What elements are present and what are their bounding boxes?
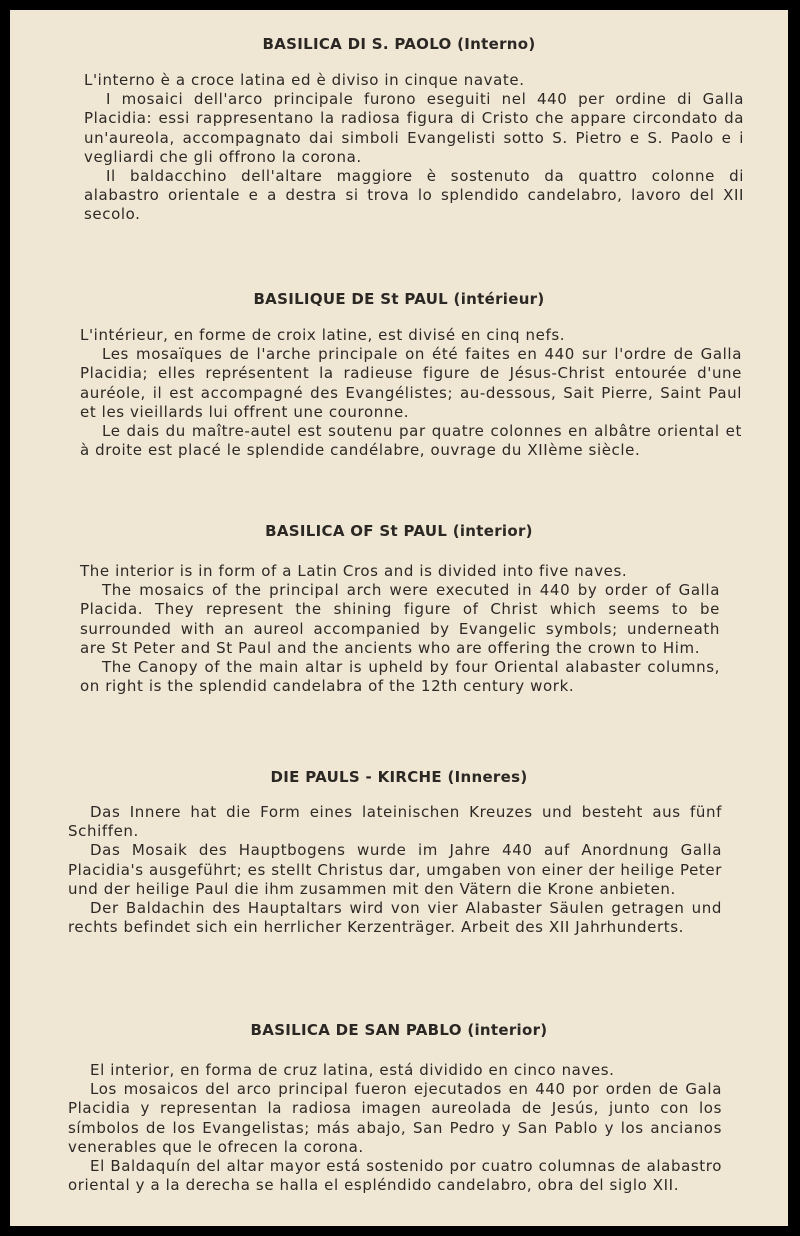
paragraph: Der Baldachin des Hauptaltars wird von vier Alabaster Säulen getragen und rechts befindet sich ein herrlicher Kerzenträger. Arbeit des XII Jahrhunderts. bbox=[68, 899, 722, 937]
section-body-english bbox=[80, 562, 720, 696]
section-italian bbox=[10, 35, 788, 225]
paragraph: Das Mosaik des Hauptbogens wurde im Jahre 440 auf Anordnung Galla Placidia's ausgeführt; es stellt Christus dar, umgaben von einer der heilige Peter und der heilige Paul die ihm zusammen mit den Vätern die Krone anbieten. bbox=[68, 841, 722, 898]
section-title-spanish: BASILICA DE SAN PABLO (interior) bbox=[250, 1021, 548, 1039]
paragraph: Los mosaicos del arco principal fueron ejecutados en 440 por orden de Gala Placidia y representan la radiosa imagen aureolada de Jesús, junto con los símbolos de los Evangelistas; más abajo, San Pedro y San Pablo y los ancianos venerables que le ofrecen la corona. bbox=[68, 1080, 722, 1156]
paragraph: I mosaici dell'arco principale furono eseguiti nel 440 per ordine di Galla Placidia: essi rappresentano la radiosa figura di Cristo che appare circondato da un'aureola, accompagnato dai simboli Evangelisti sotto S. Pietro e S. Paolo e i vegliardi che gli offrono la corona. bbox=[84, 90, 744, 166]
section-german bbox=[10, 768, 788, 937]
section-french bbox=[10, 290, 788, 460]
paragraph: El Baldaquín del altar mayor está sostenido por cuatro columnas de alabastro oriental y a la derecha se halla el espléndido candelabro, obra del siglo XII. bbox=[68, 1157, 722, 1195]
section-english bbox=[10, 522, 788, 696]
section-title-english: BASILICA OF St PAUL (interior) bbox=[265, 522, 533, 540]
section-body-french bbox=[80, 326, 742, 460]
section-body-german bbox=[68, 803, 722, 937]
paragraph: The mosaics of the principal arch were executed in 440 by order of Galla Placida. They represent the shining figure of Christ which seems to be surrounded with an aureol accompanied by Evangelic symbols; underneath are St Peter and St Paul and the ancients who are offering the crown to Him. bbox=[80, 581, 720, 657]
section-body-italian bbox=[84, 71, 744, 225]
paragraph: Les mosaïques de l'arche principale on été faites en 440 sur l'ordre de Galla Placidia; elles représentent la radieuse figure de Jésus-Christ entourée d'une auréole, il est accompagné des Evangélistes; au-dessous, Sait Pierre, Saint Paul et les vieillards lui offrent une couronne. bbox=[80, 345, 742, 421]
section-title-german: DIE PAULS - KIRCHE (Inneres) bbox=[270, 768, 528, 786]
paragraph: L'intérieur, en forme de croix latine, est divisé en cinq nefs. bbox=[80, 326, 566, 344]
paragraph: Il baldacchino dell'altare maggiore è sostenuto da quattro colonne di alabastro orientale e a destra si trova lo splendido candelabro, lavoro del XII secolo. bbox=[84, 167, 744, 224]
section-title-italian: BASILICA DI S. PAOLO (Interno) bbox=[262, 35, 536, 53]
paragraph: Le dais du maître-autel est soutenu par quatre colonnes en albâtre oriental et à droite est placé le splendide candélabre, ouvrage du XIIème siècle. bbox=[80, 422, 742, 460]
section-spanish bbox=[10, 1021, 788, 1195]
paragraph: The interior is in form of a Latin Cros and is divided into five naves. bbox=[80, 562, 628, 580]
section-title-french: BASILIQUE DE St PAUL (intérieur) bbox=[253, 290, 545, 308]
paragraph: El interior, en forma de cruz latina, está dividido en cinco naves. bbox=[90, 1061, 615, 1079]
section-body-spanish bbox=[68, 1061, 722, 1195]
paragraph: L'interno è a croce latina ed è diviso in cinque navate. bbox=[84, 71, 525, 89]
paragraph: The Canopy of the main altar is upheld by four Oriental alabaster columns, on right is the splendid candelabra of the 12th century work. bbox=[80, 658, 720, 696]
paragraph: Das Innere hat die Form eines lateinischen Kreuzes und besteht aus fünf Schiffen. bbox=[68, 803, 722, 841]
postcard-back bbox=[10, 10, 788, 1226]
